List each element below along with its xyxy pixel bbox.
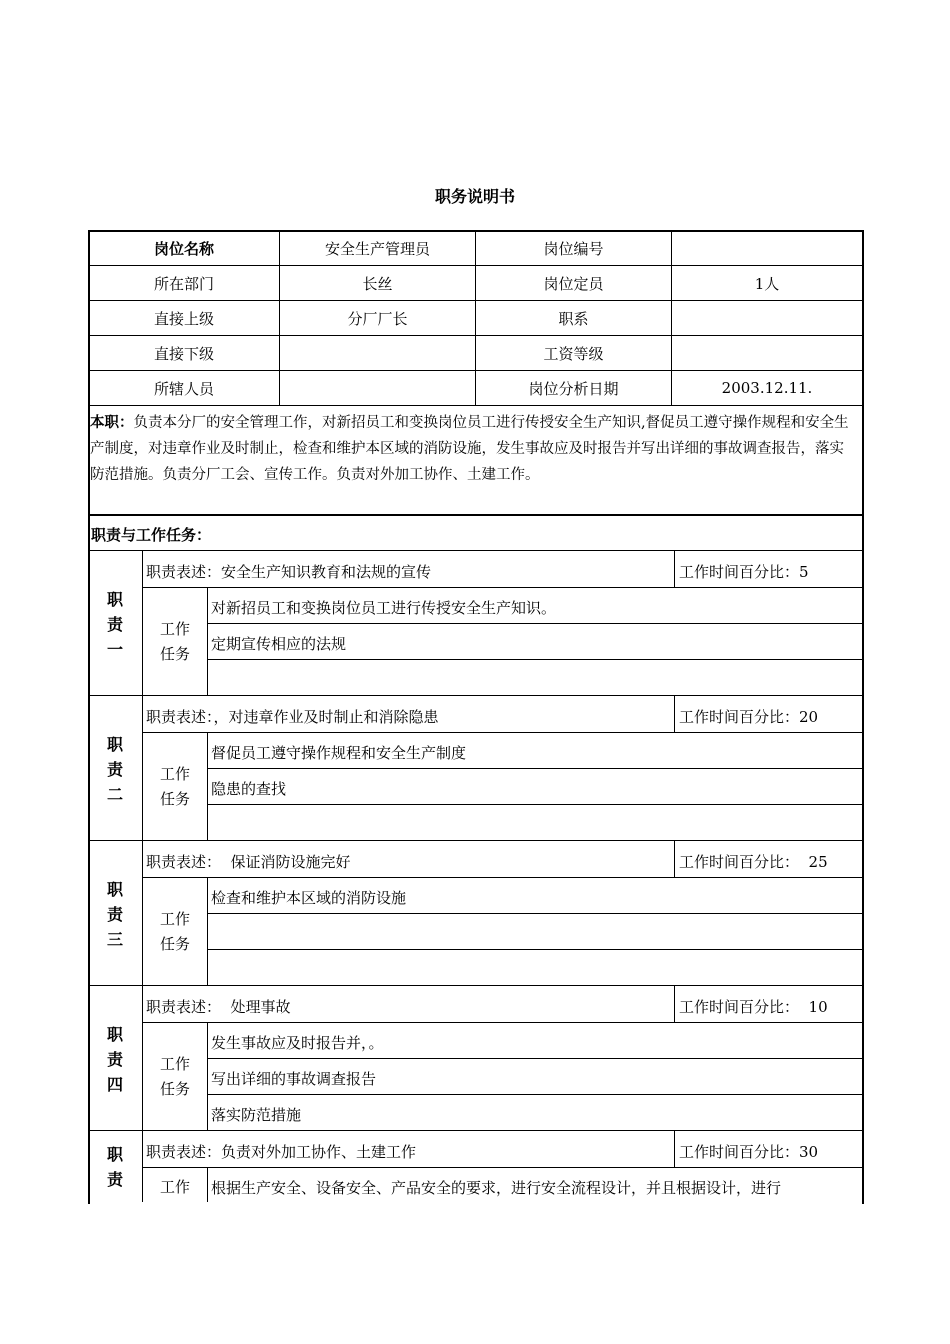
job-summary-label: 本职： [90, 415, 134, 431]
duty-time-percent: 工作时间百分比：30 [679, 1143, 819, 1161]
info-value [280, 371, 476, 406]
task-label: 工作 [159, 1178, 190, 1196]
task-item: 对新招员工和变换岗位员工进行传授安全生产知识。 [211, 599, 557, 617]
divider [142, 877, 862, 878]
duty-label-char: 职 [106, 1145, 123, 1164]
task-item: 发生事故应及时报告并，。 [211, 1034, 384, 1052]
task-label [143, 907, 207, 957]
divider [674, 1130, 675, 1167]
task-label [143, 1052, 207, 1102]
divider [88, 840, 862, 841]
info-row [89, 266, 863, 301]
duty-description: 职责表述：安全生产知识教育和法规的宣传 [146, 563, 432, 581]
divider [207, 768, 862, 769]
divider [207, 587, 208, 695]
info-label: 所在部门 [89, 266, 280, 301]
info-row [89, 336, 863, 371]
divider [207, 877, 208, 985]
duty-time-percent: 工作时间百分比：20 [679, 708, 819, 726]
divider [207, 913, 862, 914]
divider [207, 1022, 208, 1130]
task-label-line: 工作 [159, 765, 190, 783]
duty-label-char: 职 [106, 1025, 123, 1044]
duty-description: 职责表述： 处理事故 [146, 998, 291, 1016]
divider [207, 1167, 208, 1202]
duty-label-char: 一 [106, 640, 123, 659]
divider [88, 695, 862, 696]
divider [142, 587, 862, 588]
divider [142, 1022, 862, 1023]
task-label-line: 任务 [159, 1080, 190, 1098]
duty-time-percent: 工作时间百分比： 10 [679, 998, 828, 1016]
task-item: 检查和维护本区域的消防设施 [211, 889, 407, 907]
duty-label-char: 四 [106, 1075, 123, 1094]
info-row [89, 371, 863, 406]
duty-description: 职责表述：负责对外加工协作、土建工作 [146, 1143, 417, 1161]
info-table [88, 230, 863, 406]
duty-label-char: 职 [106, 880, 123, 899]
duty-label [88, 732, 142, 807]
task-label-line: 任务 [159, 645, 190, 663]
duty-time-percent: 工作时间百分比：5 [679, 563, 809, 581]
info-label: 工资等级 [476, 336, 672, 371]
info-label: 直接上级 [89, 301, 280, 336]
duty-label [88, 1022, 142, 1097]
task-item: 根据生产安全、设备安全、产品安全的要求，进行安全流程设计，并且根据设计，进行 [211, 1179, 782, 1197]
duties-title: 职责与工作任务： [91, 526, 212, 544]
divider [88, 550, 862, 551]
info-value: 2003.12.11. [672, 371, 863, 406]
duty-label-char: 责 [106, 905, 123, 924]
info-value [280, 336, 476, 371]
divider [207, 1058, 862, 1059]
divider [207, 949, 862, 950]
divider [207, 732, 208, 840]
info-label: 直接下级 [89, 336, 280, 371]
info-row [89, 301, 863, 336]
task-label-line: 工作 [159, 910, 190, 928]
duty-time-percent: 工作时间百分比： 25 [679, 853, 828, 871]
divider [88, 985, 862, 986]
info-value [672, 301, 863, 336]
info-value [672, 336, 863, 371]
info-row [89, 231, 863, 266]
task-label-line: 任务 [159, 790, 190, 808]
duty-label-char: 职 [106, 735, 123, 754]
task-label [143, 762, 207, 812]
page-title: 职务说明书 [434, 187, 515, 206]
duty-label [88, 877, 142, 952]
divider [674, 985, 675, 1022]
divider [88, 1130, 862, 1131]
task-item: 督促员工遵守操作规程和安全生产制度 [211, 744, 467, 762]
duty-label [88, 587, 142, 662]
task-item: 隐患的查找 [211, 780, 287, 798]
divider [142, 732, 862, 733]
divider [674, 840, 675, 877]
duty-label-char: 二 [106, 785, 123, 804]
info-value [672, 231, 863, 266]
duty-label-char: 三 [106, 930, 123, 949]
info-value: 长丝 [280, 266, 476, 301]
task-label [143, 617, 207, 667]
divider [88, 514, 862, 516]
duty-label [88, 1142, 142, 1192]
task-item: 定期宣传相应的法规 [211, 635, 347, 653]
info-label: 所辖人员 [89, 371, 280, 406]
divider [674, 550, 675, 587]
duty-description: 职责表述： 保证消防设施完好 [146, 853, 351, 871]
divider [207, 804, 862, 805]
divider [207, 659, 862, 660]
duty-label-char: 职 [106, 590, 123, 609]
task-label-line: 任务 [159, 935, 190, 953]
task-label-line: 工作 [159, 1055, 190, 1073]
divider [674, 695, 675, 732]
info-label: 岗位名称 [89, 231, 280, 266]
info-value: 分厂厂长 [280, 301, 476, 336]
task-label-line: 工作 [159, 620, 190, 638]
duty-label-char: 责 [106, 1050, 123, 1069]
info-label: 岗位分析日期 [476, 371, 672, 406]
duty-label-char: 责 [106, 1170, 123, 1189]
job-summary-text: 负责本分厂的安全管理工作，对新招员工和变换岗位员工进行传授安全生产知识,督促员工遵守操作规程和安全生产制度，对违章作业及时制止，检查和维护本区域的消防设施，发生事故应及时报告并写出详细的事故调查报告，落实防范措施。负责分厂工会、宣传工作。负责对外加工协作、土建工作。 [90, 415, 849, 483]
duty-description: 职责表述：，对违章作业及时制止和消除隐患 [146, 708, 439, 726]
task-item: 落实防范措施 [211, 1106, 302, 1124]
job-summary [90, 410, 858, 488]
info-label: 职系 [476, 301, 672, 336]
task-item: 写出详细的事故调查报告 [211, 1070, 377, 1088]
info-value: 1人 [672, 266, 863, 301]
duty-label-char: 责 [106, 615, 123, 634]
divider [142, 1167, 862, 1168]
divider [207, 1094, 862, 1095]
info-label: 岗位编号 [476, 231, 672, 266]
divider [207, 623, 862, 624]
info-label: 岗位定员 [476, 266, 672, 301]
duty-label-char: 责 [106, 760, 123, 779]
info-value: 安全生产管理员 [280, 231, 476, 266]
